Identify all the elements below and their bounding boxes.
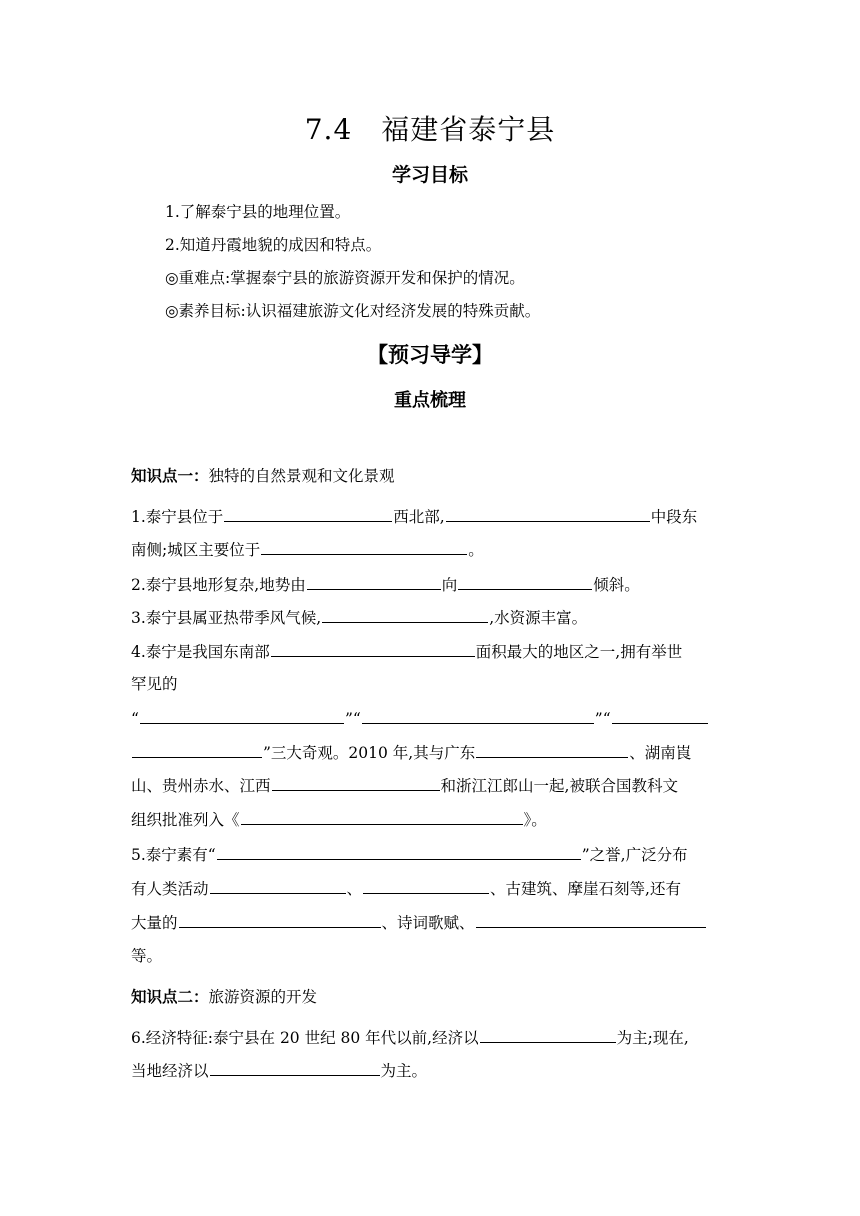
knowledge-point-1 bbox=[131, 464, 731, 488]
question-4-line-1 bbox=[131, 639, 731, 664]
q-text: 、古建筑、摩崖石刻等,还有 bbox=[490, 880, 681, 898]
question-2 bbox=[131, 572, 731, 597]
kp-text: 独特的自然景观和文化景观 bbox=[208, 467, 395, 485]
answer-blank[interactable] bbox=[322, 605, 488, 623]
answer-blank[interactable] bbox=[241, 807, 523, 825]
question-1-line-2 bbox=[131, 537, 731, 562]
q-text: 大量的 bbox=[131, 914, 178, 932]
q-text: 4.泰宁是我国东南部 bbox=[131, 643, 270, 661]
answer-blank[interactable] bbox=[476, 740, 628, 758]
q-text: ”三大奇观。2010 年,其与广东 bbox=[263, 744, 476, 762]
q-text: 3.泰宁县属亚热带季风气候, bbox=[131, 609, 322, 627]
answer-blank[interactable] bbox=[446, 504, 650, 522]
q-text: 》。 bbox=[523, 811, 547, 829]
objective-item: 1.了解泰宁县的地理位置。 bbox=[165, 203, 351, 221]
question-5-line-4: 等。 bbox=[131, 947, 163, 965]
q-text: 山、贵州赤水、江西 bbox=[131, 777, 271, 795]
answer-blank[interactable] bbox=[140, 706, 344, 724]
q-text: 、诗词歌赋、 bbox=[381, 914, 475, 932]
q-text: 为主;现在, bbox=[616, 1029, 689, 1047]
question-6-line-2 bbox=[131, 1058, 731, 1083]
answer-blank[interactable] bbox=[210, 1058, 380, 1076]
q-text: 2.泰宁县地形复杂,地势由 bbox=[131, 576, 306, 594]
q-text: 面积最大的地区之一,拥有举世 bbox=[475, 643, 683, 661]
answer-blank[interactable] bbox=[362, 706, 594, 724]
answer-blank[interactable] bbox=[179, 910, 381, 928]
q-text: ”“ bbox=[594, 710, 611, 728]
q-text: 有人类活动 bbox=[131, 880, 209, 898]
q-text: 为主。 bbox=[380, 1062, 428, 1080]
answer-blank[interactable] bbox=[363, 876, 489, 894]
answer-blank[interactable] bbox=[210, 876, 346, 894]
page-title: 7.4 福建省泰宁县 bbox=[304, 113, 556, 146]
objective-item: ◎素养目标:认识福建旅游文化对经济发展的特殊贡献。 bbox=[165, 302, 541, 320]
q-text: 1.泰宁县位于 bbox=[131, 508, 224, 526]
q-text: 和浙江江郎山一起,被联合国教科文 bbox=[440, 777, 678, 795]
q-text: 中段东 bbox=[650, 508, 698, 526]
kp-label: 知识点一： bbox=[131, 467, 209, 485]
knowledge-point-2 bbox=[131, 985, 731, 1009]
q-text: 、 bbox=[346, 880, 363, 898]
answer-blank[interactable] bbox=[476, 910, 706, 928]
question-4-line-5 bbox=[131, 773, 731, 798]
answer-blank[interactable] bbox=[307, 572, 441, 590]
question-4-line-3 bbox=[131, 706, 731, 731]
q-text: 。 bbox=[468, 541, 484, 559]
question-5-line-2 bbox=[131, 876, 731, 901]
q-text: ”之誉,广泛分布 bbox=[581, 846, 688, 864]
q-text: 、湖南崀 bbox=[629, 744, 692, 762]
answer-blank[interactable] bbox=[480, 1025, 616, 1043]
preview-heading: 【预习导学】 bbox=[367, 343, 493, 367]
key-points-heading: 重点梳理 bbox=[394, 390, 466, 411]
q-text: ”“ bbox=[344, 710, 361, 728]
q-text: 向 bbox=[441, 576, 458, 594]
question-5-line-1 bbox=[131, 842, 731, 867]
kp-label: 知识点二： bbox=[131, 988, 209, 1006]
question-6-line-1 bbox=[131, 1025, 731, 1050]
question-3 bbox=[131, 605, 731, 630]
q-text: 倾斜。 bbox=[593, 576, 640, 594]
answer-blank[interactable] bbox=[612, 706, 708, 724]
answer-blank[interactable] bbox=[132, 740, 262, 758]
q-text: 当地经济以 bbox=[131, 1062, 209, 1080]
objective-item: 2.知道丹霞地貌的成因和特点。 bbox=[165, 236, 382, 254]
q-text: 南侧;城区主要位于 bbox=[131, 541, 261, 559]
objectives-heading: 学习目标 bbox=[391, 164, 468, 186]
question-1-line-1 bbox=[131, 504, 731, 529]
question-4-line-4 bbox=[131, 740, 731, 765]
kp-text: 旅游资源的开发 bbox=[208, 988, 318, 1006]
q-text: “ bbox=[131, 710, 139, 728]
answer-blank[interactable] bbox=[272, 773, 440, 791]
question-4-line-6 bbox=[131, 807, 731, 832]
question-5-line-3 bbox=[131, 910, 731, 935]
q-text: 6.经济特征:泰宁县在 20 世纪 80 年代以前,经济以 bbox=[131, 1029, 479, 1047]
q-text: 5.泰宁素有“ bbox=[131, 846, 216, 864]
answer-blank[interactable] bbox=[271, 639, 475, 657]
q-text: 组织批准列入《 bbox=[131, 811, 240, 829]
objective-item: ◎重难点:掌握泰宁县的旅游资源开发和保护的情况。 bbox=[165, 269, 525, 287]
answer-blank[interactable] bbox=[458, 572, 592, 590]
answer-blank[interactable] bbox=[224, 504, 392, 522]
q-text: 西北部, bbox=[393, 508, 445, 526]
q-text: ,水资源丰富。 bbox=[489, 609, 588, 627]
question-4-line-2: 罕见的 bbox=[131, 675, 178, 693]
answer-blank[interactable] bbox=[261, 537, 467, 555]
answer-blank[interactable] bbox=[217, 842, 581, 860]
